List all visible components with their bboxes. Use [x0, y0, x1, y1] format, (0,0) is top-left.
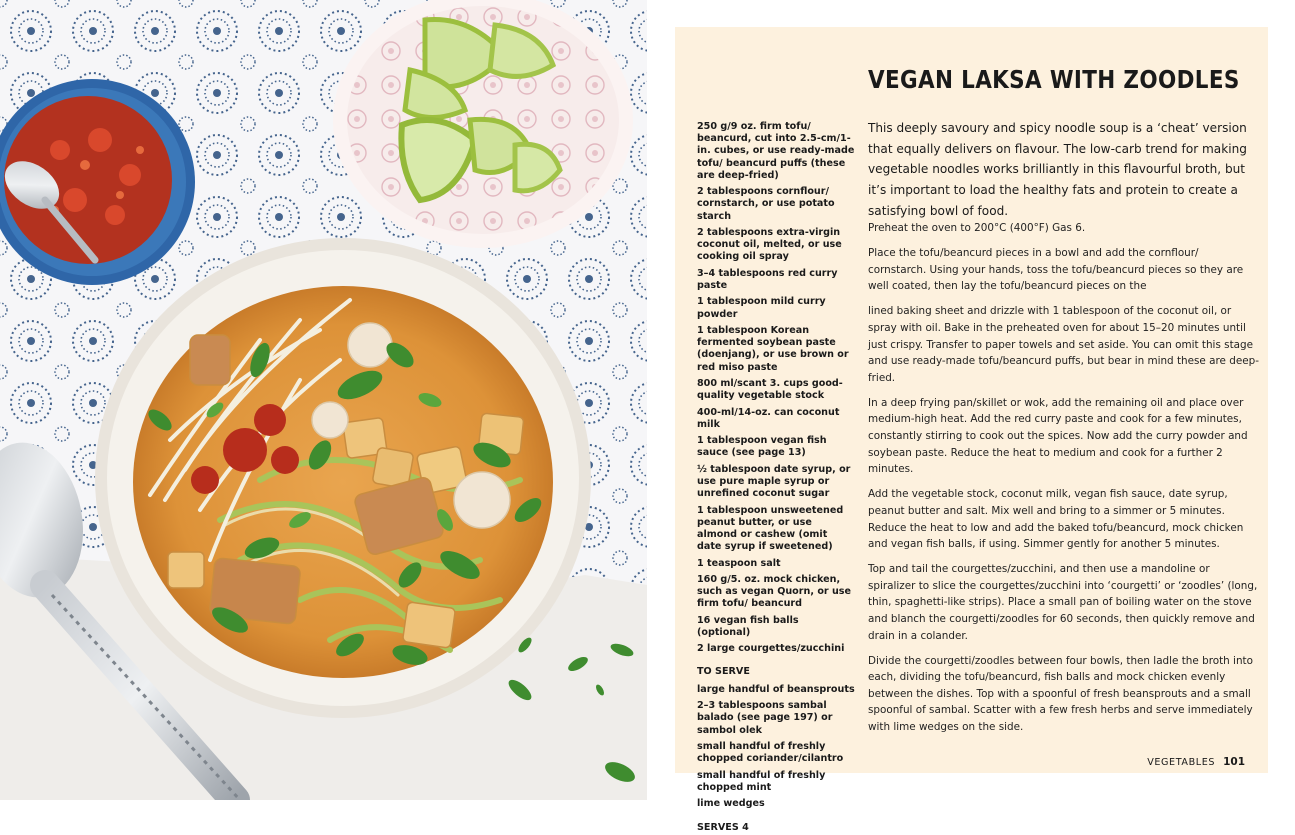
method-step: In a deep frying pan/skillet or wok, add the remaining oil and place over medium-high heat. Add the red curry paste and cook for a few minutes, constantly stirring to cook out the spices. Now add the curry powder and soybean paste. Reduce the heat to medium and cook for a further 2 minutes.	[868, 396, 1248, 476]
method-step: Place the tofu/beancurd pieces in a bowl and add the cornflour/ cornstarch. Using your hands, toss the tofu/beancurd pieces so they are well coated, then lay the tofu/beancurd pieces on the	[868, 247, 1244, 293]
ingredient-item: 2 tablespoons cornflour/ cornstarch, or use potato starch	[697, 186, 835, 222]
ingredient-item: 1 tablespoon vegan fish sauce (see page 13)	[697, 435, 827, 459]
serve-item: small handful of freshly chopped mint	[697, 769, 826, 793]
serve-item: lime wedges	[697, 798, 765, 810]
recipe-title: VEGAN LAKSA WITH ZOODLES	[868, 65, 1240, 94]
method-step: lined baking sheet and drizzle with 1 tablespoon of the coconut oil, or spray with oil. Bake in the preheated oven for about 15–20 minutes until just crispy. Transfer to paper towels and set aside. You can omit this stage and use ready-made tofu/beancurd puffs, but bear in mind these are deep-fried.	[868, 305, 1259, 384]
laksa-bowl-illustration	[0, 0, 647, 800]
method-step: Add the vegetable stock, coconut milk, vegan fish sauce, date syrup, peanut butter and salt. Mix well and bring to a simmer or 5 minutes. Reduce the heat to low and add the baked tofu/beancurd, mock chicken and vegan fish balls, if using. Simmer gently for another 5 minutes.	[868, 488, 1244, 551]
ingredient-item: 3–4 tablespoons red curry paste	[697, 267, 838, 291]
ingredient-item: 1 tablespoon Korean fermented soybean paste (doenjang), or use brown or red miso paste	[697, 324, 849, 373]
serves-count: SERVES 4	[697, 822, 749, 834]
ingredient-item: 16 vegan fish balls (optional)	[697, 614, 799, 638]
ingredient-item: ½ tablespoon date syrup, or use pure maple syrup or unrefined coconut sugar	[697, 463, 851, 500]
serve-item: small handful of freshly chopped coriander/cilantro	[697, 740, 844, 765]
serve-item: large handful of beansprouts	[697, 683, 855, 695]
page-footer	[1147, 756, 1245, 768]
ingredient-item: 160 g/5. oz. mock chicken, such as vegan Quorn, or use firm tofu/ beancurd	[697, 573, 852, 610]
ingredient-item: 1 tablespoon unsweetened peanut butter, or use almond or cashew (omit date syrup if sweetened)	[697, 504, 844, 553]
to-serve-heading: TO SERVE	[697, 665, 750, 677]
ingredient-item: 250 g/9 oz. firm tofu/ beancurd, cut into 2.5-cm/1-in. cubes, or use ready-made tofu/ beancurd puffs (these are deep-fried)	[697, 121, 855, 181]
method-steps	[868, 220, 1260, 744]
ingredient-item: 1 tablespoon mild curry powder	[697, 296, 826, 320]
serve-item: 2–3 tablespoons sambal balado (see page 197) or sambol olek	[697, 700, 833, 736]
ingredients-list	[697, 121, 855, 835]
method-step: Divide the courgetti/zoodles between four bowls, then ladle the broth into each, dividing the tofu/beancurd, fish balls and mock chicken evenly between the dishes. Top with a spoonful of fresh beansprouts and a small spoonful of sambal. Scatter with a few fresh herbs and serve immediately with lime wedges on the side.	[868, 654, 1253, 734]
ingredient-item: 2 tablespoons extra-virgin coconut oil, melted, or use cooking oil spray	[697, 227, 842, 263]
food-photo	[0, 0, 647, 800]
method-step: Top and tail the courgettes/zucchini, and then use a mandoline or spiralizer to slice the courgettes/zucchini into ‘courgetti’ or ‘zoodles’ (long, thin, spaghetti-like strips). Place a small pan of boiling water on the stove and blanch the courgetti/zoodles for 60 seconds, then quickly remove and drain in a colander.	[868, 563, 1258, 642]
page-number: 101	[1223, 756, 1245, 768]
ingredient-item: 1 teaspoon salt	[697, 557, 781, 569]
section-name: VEGETABLES	[1147, 757, 1216, 768]
recipe-intro: This deeply savoury and spicy noodle soup is a ‘cheat’ version that equally delivers on flavour. The low-carb trend for making vegetable noodles works brilliantly in this flavourful broth, but it’s important to load the healthy fats and protein to create a satisfying bowl of food.	[868, 121, 1247, 218]
ingredient-item: 400-ml/14-oz. can coconut milk	[697, 406, 840, 430]
method-step: Preheat the oven to 200°C (400°F) Gas 6.	[868, 222, 1086, 234]
recipe-page	[675, 27, 1268, 834]
ingredient-item: 800 ml/scant 3. cups good-quality vegetable stock	[697, 377, 843, 402]
ingredient-item: 2 large courgettes/zucchini	[697, 643, 845, 655]
